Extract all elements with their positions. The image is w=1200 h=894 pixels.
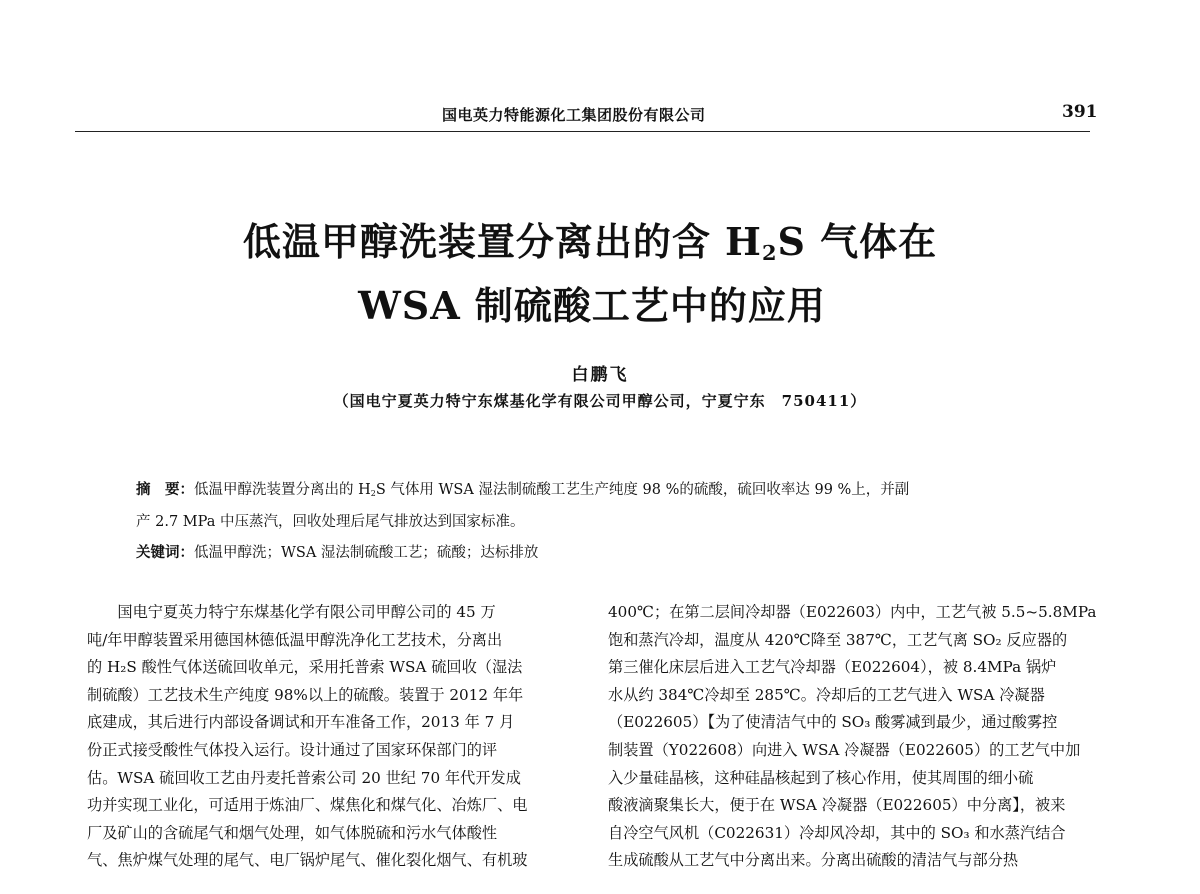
- body-line: 生成硫酸从工艺气中分离出来。分离出硫酸的清洁气与部分热: [608, 851, 1019, 870]
- keywords-label: 关键词：: [136, 545, 194, 561]
- body-line: 自冷空气风机（C022631）冷却风冷却，其中的 SO₃ 和水蒸汽结合: [608, 823, 1066, 842]
- body-line: 吨/年甲醇装置采用德国林德低温甲醇洗净化工艺技术，分离出: [87, 630, 503, 649]
- body-line: 制装置（Y022608）向进入 WSA 冷凝器（E022605）的工艺气中加: [608, 740, 1081, 759]
- body-line: 份正式接受酸性气体投入运行。设计通过了国家环保部门的评: [87, 740, 498, 759]
- author: 白鹏飞: [571, 365, 629, 385]
- body-line: 第三催化床层后进入工艺气冷却器（E022604），被 8.4MPa 锅炉: [608, 658, 1057, 677]
- body-line: （E022605）【为了使清洁气中的 SO₃ 酸雾减到最少，通过酸雾控: [608, 713, 1058, 732]
- body-line: 底建成，其后进行内部设备调试和开车准备工作，2013 年 7 月: [87, 713, 515, 732]
- abstract-text-a: 低温甲醇洗装置分离出的 H: [194, 482, 371, 498]
- keywords-text: 低温甲醇洗；WSA 湿法制硫酸工艺；硫酸；达标排放: [194, 545, 539, 561]
- page-number: 391: [1062, 102, 1098, 122]
- body-line: 水从约 384℃冷却至 285℃。冷却后的工艺气进入 WSA 冷凝器: [608, 685, 1045, 704]
- body-line: 功并实现工业化，可适用于炼油厂、煤焦化和煤气化、冶炼厂、电: [87, 796, 528, 815]
- abstract-line-1: [136, 482, 1076, 499]
- abstract-label: 摘 要：: [136, 482, 194, 498]
- body-column-left: [87, 599, 587, 875]
- body-column-right: [608, 599, 1108, 875]
- abstract-line-2: 产 2.7 MPa 中压蒸汽，回收处理后尾气排放达到国家标准。: [136, 514, 525, 530]
- journal-name: 国电英力特能源化工集团股份有限公司: [442, 106, 706, 124]
- body-line: 入少量硅晶核，这种硅晶核起到了核心作用，使其周围的细小硫: [608, 768, 1034, 787]
- paper-title-line-2: WSA 制硫酸工艺中的应用: [358, 283, 826, 328]
- abstract-text-b: S 气体用 WSA 湿法制硫酸工艺生产纯度 98 %的硫酸，硫回收率达 99 %上，并副: [375, 482, 910, 498]
- body-line: 国电宁夏英力特宁东煤基化学有限公司甲醇公司的 45 万: [87, 603, 496, 621]
- body-line: 气、焦炉煤气处理的尾气、电厂锅炉尾气、催化裂化烟气、有机玻: [87, 851, 528, 870]
- keywords: [136, 545, 1076, 562]
- body-line: 酸液滴聚集长大，便于在 WSA 冷凝器（E022605）中分离】，被来: [608, 796, 1066, 815]
- body-line: 制硫酸）工艺技术生产纯度 98%以上的硫酸。装置于 2012 年年: [87, 685, 524, 704]
- abstract-subscript: 2: [370, 488, 376, 498]
- affiliation: （国电宁夏英力特宁东煤基化学有限公司甲醇公司，宁夏宁东 750411）: [333, 392, 867, 410]
- title-subscript: 2: [761, 240, 778, 266]
- body-line: 估。WSA 硫回收工艺由丹麦托普索公司 20 世纪 70 年代开发成: [87, 768, 521, 787]
- title-text-a: 低温甲醇洗装置分离出的含 H: [242, 219, 762, 264]
- body-line: 400℃；在第二层间冷却器（E022603）内中，工艺气被 5.5~5.8MPa: [608, 603, 1097, 621]
- header-rule: [75, 131, 1090, 132]
- title-text-b: S 气体在: [777, 219, 938, 264]
- body-line: 厂及矿山的含硫尾气和烟气处理，如气体脱硫和污水气体酸性: [87, 823, 498, 842]
- body-line: 的 H₂S 酸性气体送硫回收单元，采用托普索 WSA 硫回收（湿法: [87, 658, 523, 677]
- paper-title-line-1: [0, 219, 1190, 266]
- body-line: 饱和蒸汽冷却，温度从 420℃降至 387℃，工艺气离 SO₂ 反应器的: [608, 630, 1068, 649]
